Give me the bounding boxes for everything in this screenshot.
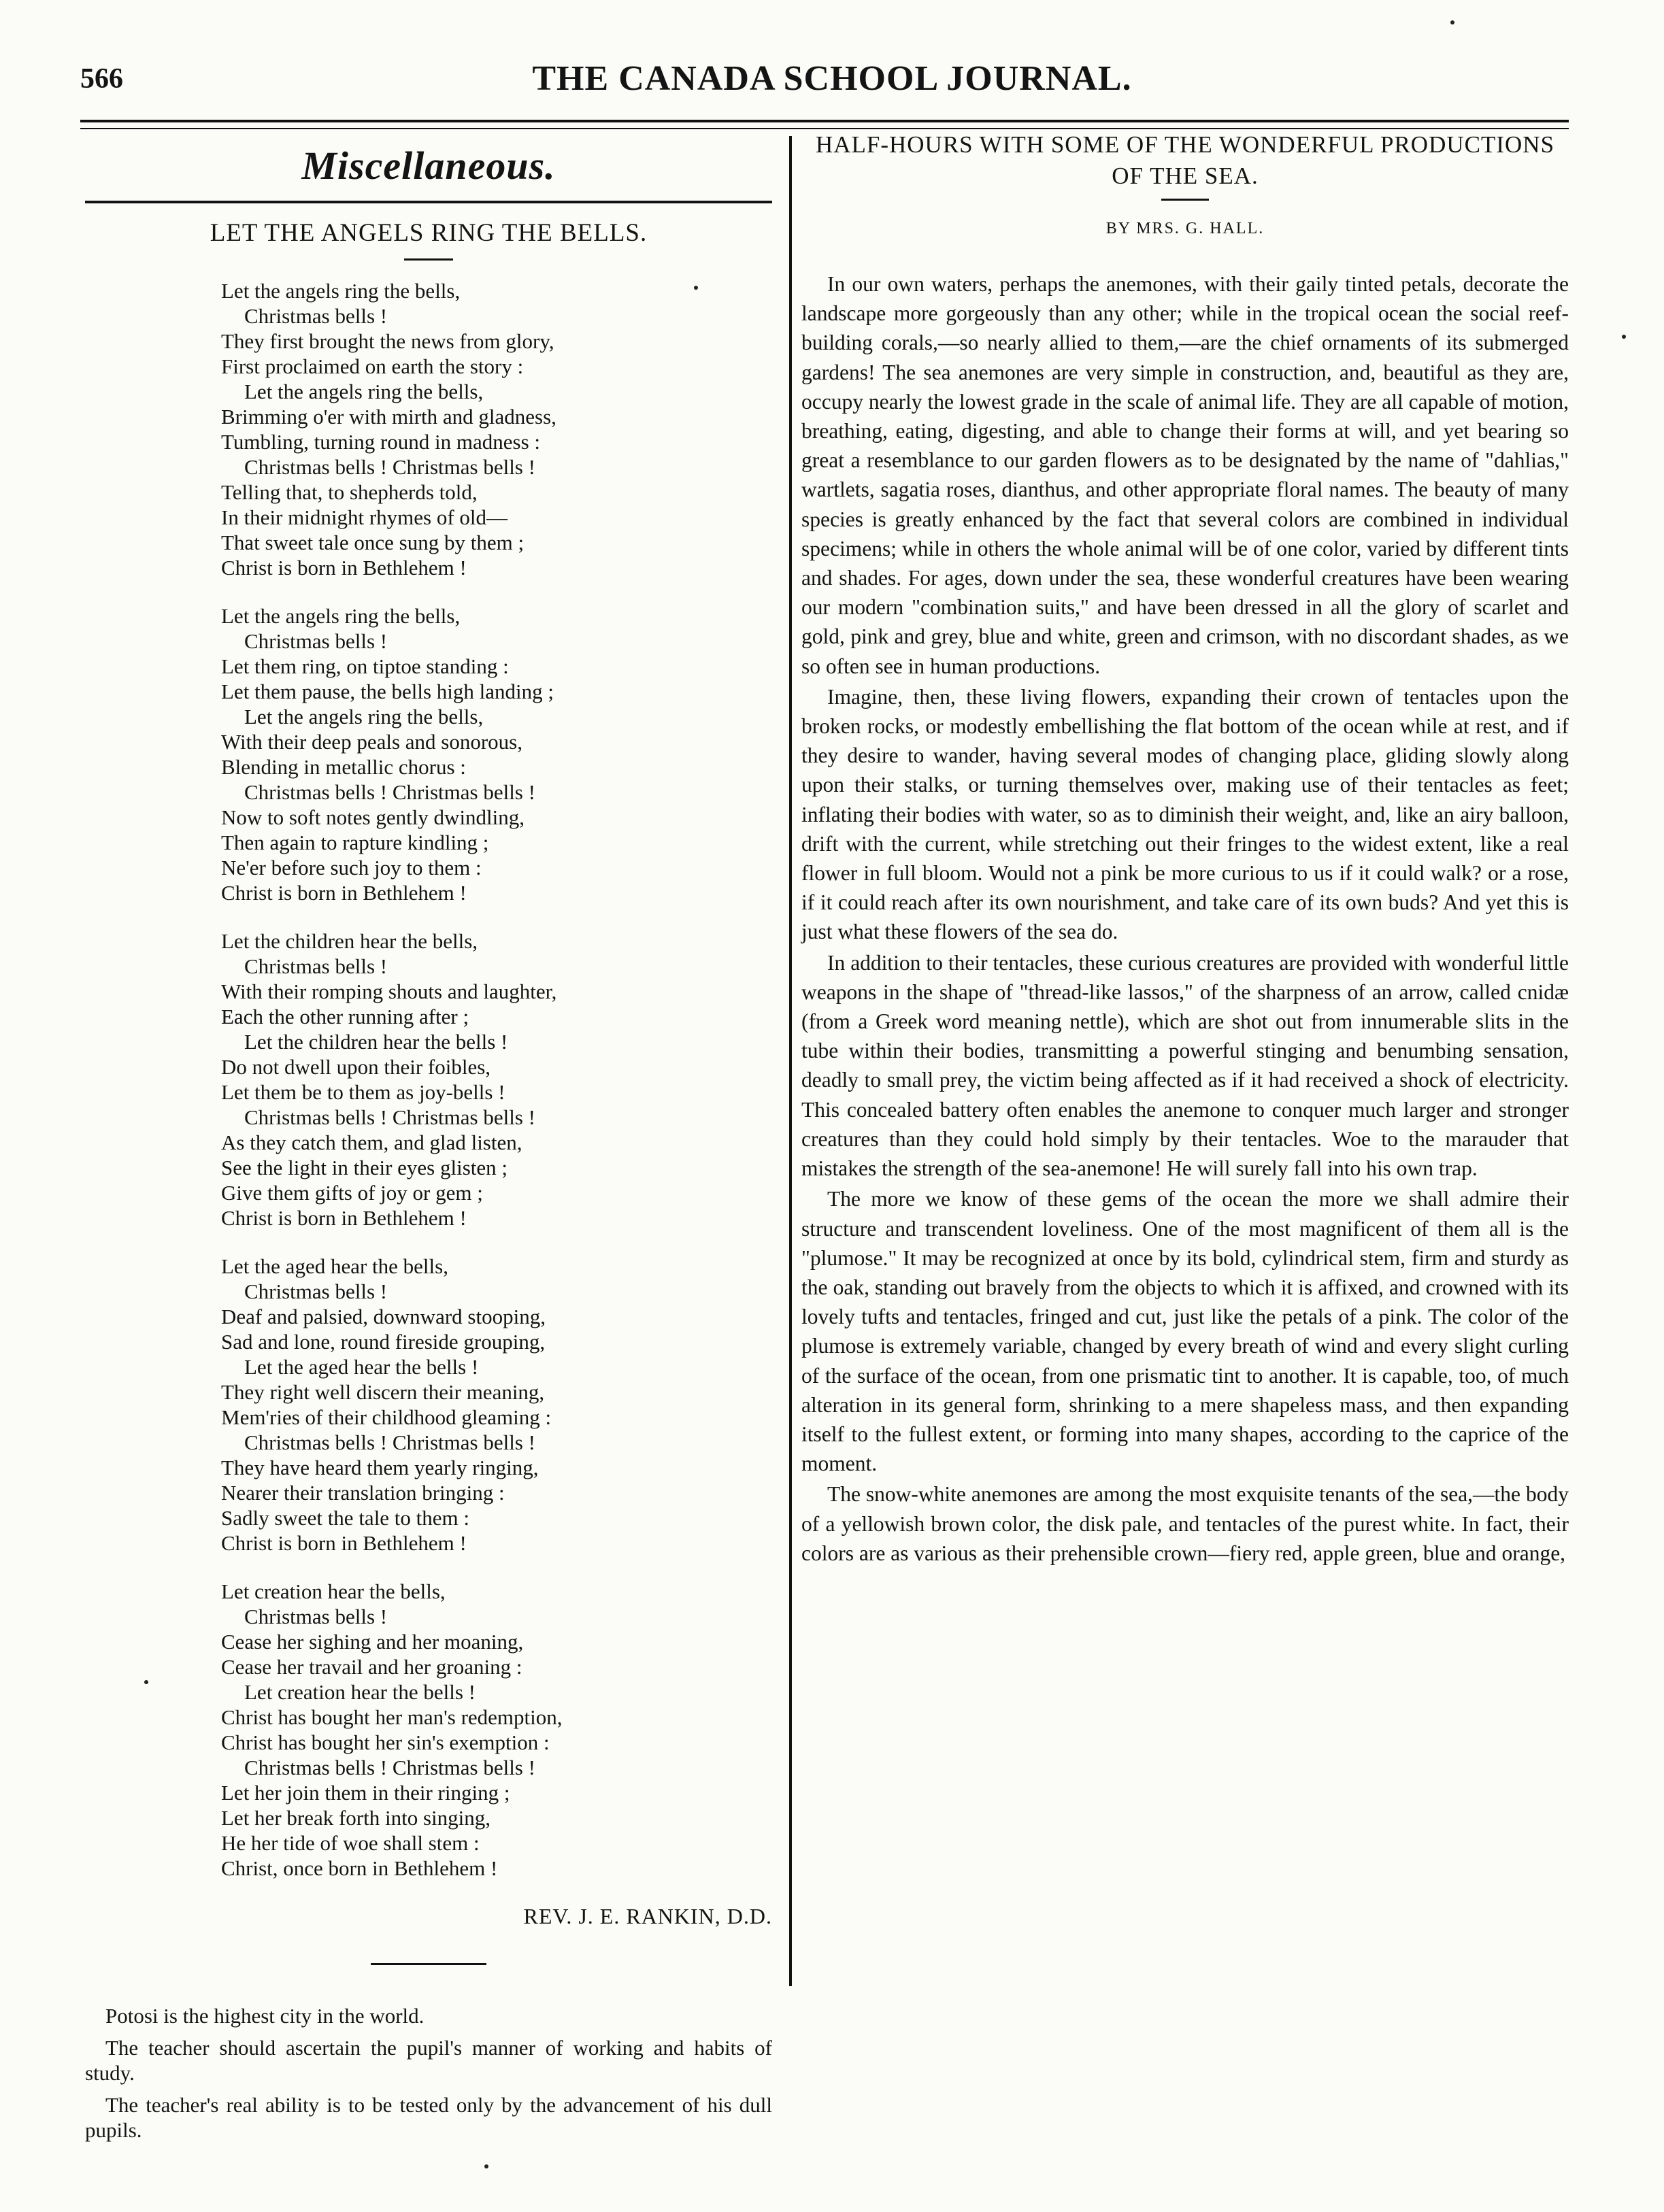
poem-stanza — [221, 1579, 772, 1881]
poem-line: Let the aged hear the bells ! — [244, 1355, 479, 1379]
poem-line: Christ is born in Bethlehem ! — [221, 1206, 467, 1230]
poem-line: Christmas bells ! — [244, 304, 388, 328]
poem-line: Blending in metallic chorus : — [221, 755, 466, 779]
article-paragraph: In addition to their tentacles, these curious creatures are provided with wonderful little weapons in the shape of "thread-like lassos," of the sharpness of an arrow, called cnidæ (from a Greek word meaning nettle), which are shot out from innumerable slits in the tube within their bodies, transmitting a powerful stinging and benumbing sensation, deadly to small prey, the victim being affected as if it had received a shock of electricity. This concealed battery often enables the anemone to conquer much larger and stronger creatures than they could hold simply by their tentacles. Woe to the marauder that mistakes the strength of the sea-anemone! He will surely fall into his own trap. — [801, 950, 1569, 1181]
poem-line: Christmas bells ! — [244, 954, 388, 978]
poem-line: Christ is born in Bethlehem ! — [221, 1531, 467, 1555]
poem-line: Christmas bells ! — [244, 1605, 388, 1628]
article-paragraph: The more we know of these gems of the ocean the more we shall admire their structure and transcendent loveliness. One of the most magnificent of them all is the "plumose." It may be recognized at once by its bold, cylindrical stem, firm and sturdy as the oak, standing out bravely from the objects to which it is affixed, and crowned with its lovely tufts and tentacles, fringed and cut, just like the petals of a pink. The color of the plumose is extremely variable, changed by every breath of wind and every slight curling of the surface of the ocean, from one prismatic tint to another. It is capable, too, of much alteration in its general form, shrinking to a mere shapeless mass, and then expanding itself to the fullest extent, or forming into many shapes, according to the caprice of the moment. — [801, 1187, 1569, 1476]
poem-line: They right well discern their meaning, — [221, 1380, 545, 1404]
poem-line: Each the other running after ; — [221, 1005, 469, 1028]
poem-line: Telling that, to shepherds told, — [221, 480, 478, 504]
poem-author: REV. J. E. RANKIN, D.D. — [523, 1904, 772, 1928]
print-speck — [694, 286, 698, 290]
poem-line: Let the angels ring the bells, — [221, 604, 461, 628]
poem-line: Christ is born in Bethlehem ! — [221, 881, 467, 905]
separator-rule — [371, 1963, 486, 1965]
poem-line: Ne'er before such joy to them : — [221, 856, 482, 879]
filler-list — [85, 2003, 772, 2143]
page-number: 566 — [80, 63, 123, 95]
poem-line: Christmas bells ! Christmas bells ! — [244, 1105, 535, 1129]
journal-title: THE CANADA SCHOOL JOURNAL. — [532, 59, 1132, 98]
byline: BY MRS. G. HALL. — [1105, 220, 1265, 237]
column-divider — [789, 136, 792, 1986]
poem-line: Mem'ries of their childhood gleaming : — [221, 1405, 552, 1429]
poem-line: Let her break forth into singing, — [221, 1806, 491, 1830]
poem-line: Sad and lone, round fireside grouping, — [221, 1330, 546, 1354]
article-paragraph: Imagine, then, these living flowers, expanding their crown of tentacles upon the broken rocks, or modestly embellishing the flat bottom of the ocean while at rest, and if they desire to wander, having several modes of changing place, gliding slowly along upon their stalks, or turning themselves over, making use of their tentacles as feet; inflating their bodies with water, so as to diminish their weight, and, like an airy balloon, drift with the current, while stretching out their fringes to the widest extent, like a real flower in full bloom. Would not a pink be more curious to us if it could walk? or a rose, if it could reach after its own nourishment, and take care of its own buds? And yet this is just what these flowers of the sea do. — [801, 684, 1569, 944]
print-speck — [1450, 20, 1454, 24]
poem-line: As they catch them, and glad listen, — [221, 1130, 522, 1154]
article-paragraph: The snow-white anemones are among the most exquisite tenants of the sea,—the body of a yellowish brown color, the disk pale, and tentacles of the purest white. In fact, their colors are as various as their prehensible crown—fiery red, apple green, blue and orange, — [801, 1482, 1569, 1565]
poem-line: Christ has bought her man's redemption, — [221, 1705, 563, 1729]
poem-line: Let the angels ring the bells, — [244, 380, 484, 403]
poem-line: That sweet tale once sung by them ; — [221, 531, 525, 554]
poem-stanza — [221, 603, 772, 905]
filler-item: Potosi is the highest city in the world. — [105, 2004, 425, 2028]
header-rule — [80, 120, 1569, 122]
poem-line: Nearer their translation bringing : — [221, 1481, 505, 1505]
poem-line: Let creation hear the bells ! — [244, 1680, 476, 1704]
poem-line: Christmas bells ! Christmas bells ! — [244, 780, 535, 804]
poem-title-rule — [404, 258, 453, 261]
poem-line: Christmas bells ! Christmas bells ! — [244, 1756, 535, 1779]
poem-stanza — [221, 278, 772, 580]
poem-stanza — [221, 928, 772, 1230]
poem-line: Give them gifts of joy or gem ; — [221, 1181, 483, 1205]
poem-line: With their deep peals and sonorous, — [221, 730, 522, 754]
print-speck — [144, 1680, 148, 1684]
poem-line: Christmas bells ! — [244, 1279, 388, 1303]
article-paragraph: In our own waters, perhaps the anemones, with their gaily tinted petals, decorate the landscape more gorgeously than any other; while in the tropical ocean the social reef-building corals,—so nearly allied to them,—are the chief ornaments of its submerged gardens! The sea anemones are very simple in construction, and, beautiful as they are, occupy nearly the lowest grade in the scale of animal life. They are all capable of motion, breathing, eating, digesting, and able to change their forms at will, and yet bearing so great a resemblance to our garden flowers as to be designated by the name of "dahlias," wartlets, sagatia roses, dianthus, and other appropriate floral names. The beauty of many species is greatly enhanced by the fact that several colors are combined in individual specimens; while in others the whole animal will be of one color, varied by different tints and shades. For ages, down under the sea, these wonderful creatures have been wearing our modern "combination suits," and have been dressed in all the glory of scarlet and gold, pink and grey, blue and white, green and crimson, with no discordant shades, as we so often see in human productions. — [801, 272, 1569, 678]
poem-line: Let creation hear the bells, — [221, 1579, 446, 1603]
section-title: Miscellaneous. — [301, 144, 556, 188]
poem-line: Christmas bells ! — [244, 629, 388, 653]
filler-item: The teacher should ascertain the pupil's manner of working and habits of study. — [85, 2036, 772, 2085]
section-rule — [85, 201, 772, 203]
poem-line: Let them pause, the bells high landing ; — [221, 680, 554, 703]
poem-line: Christ is born in Bethlehem ! — [221, 556, 467, 580]
poem-stanza — [221, 1254, 772, 1556]
left-column — [85, 143, 772, 2149]
poem-line: Then again to rapture kindling ; — [221, 831, 489, 854]
poem-line: Let the angels ring the bells, — [221, 279, 461, 303]
poem-line: Let the aged hear the bells, — [221, 1254, 448, 1278]
article-body — [801, 269, 1569, 1568]
poem-line: Brimming o'er with mirth and gladness, — [221, 405, 556, 429]
poem-line: With their romping shouts and laughter, — [221, 979, 557, 1003]
poem-line: Deaf and palsied, downward stooping, — [221, 1305, 546, 1328]
poem-line: Christmas bells ! Christmas bells ! — [244, 455, 535, 479]
right-column — [801, 129, 1569, 1569]
filler-item: The teacher's real ability is to be tested only by the advancement of his dull pupils. — [85, 2093, 772, 2142]
poem-line: Let the children hear the bells ! — [244, 1030, 508, 1054]
poem-line: Sadly sweet the tale to them : — [221, 1506, 470, 1530]
poem-line: He her tide of woe shall stem : — [221, 1831, 480, 1855]
poem-title: LET THE ANGELS RING THE BELLS. — [210, 219, 648, 247]
print-speck — [1622, 335, 1626, 339]
article-title: HALF-HOURS WITH SOME OF THE WONDERFUL PRODUCTIONS OF THE SEA. — [815, 131, 1555, 189]
poem-line: Let the angels ring the bells, — [244, 705, 484, 728]
print-speck — [484, 2164, 488, 2168]
poem-line: In their midnight rhymes of old— — [221, 505, 508, 529]
poem-line: Now to soft notes gently dwindling, — [221, 805, 525, 829]
article-title-rule — [1161, 199, 1209, 201]
poem-line: See the light in their eyes glisten ; — [221, 1156, 507, 1179]
poem-line: Cease her sighing and her moaning, — [221, 1630, 524, 1654]
poem-line: Tumbling, turning round in madness : — [221, 430, 541, 454]
poem — [221, 278, 772, 1881]
poem-line: Let them be to them as joy-bells ! — [221, 1080, 505, 1104]
poem-line: Christmas bells ! Christmas bells ! — [244, 1430, 535, 1454]
poem-line: First proclaimed on earth the story : — [221, 354, 524, 378]
poem-line: Let the children hear the bells, — [221, 929, 478, 953]
poem-line: Do not dwell upon their foibles, — [221, 1055, 491, 1079]
poem-line: Christ, once born in Bethlehem ! — [221, 1856, 498, 1880]
poem-line: Let her join them in their ringing ; — [221, 1781, 510, 1805]
poem-line: They first brought the news from glory, — [221, 329, 554, 353]
poem-line: Let them ring, on tiptoe standing : — [221, 654, 509, 678]
poem-line: They have heard them yearly ringing, — [221, 1456, 539, 1479]
poem-line: Cease her travail and her groaning : — [221, 1655, 522, 1679]
poem-line: Christ has bought her sin's exemption : — [221, 1730, 550, 1754]
